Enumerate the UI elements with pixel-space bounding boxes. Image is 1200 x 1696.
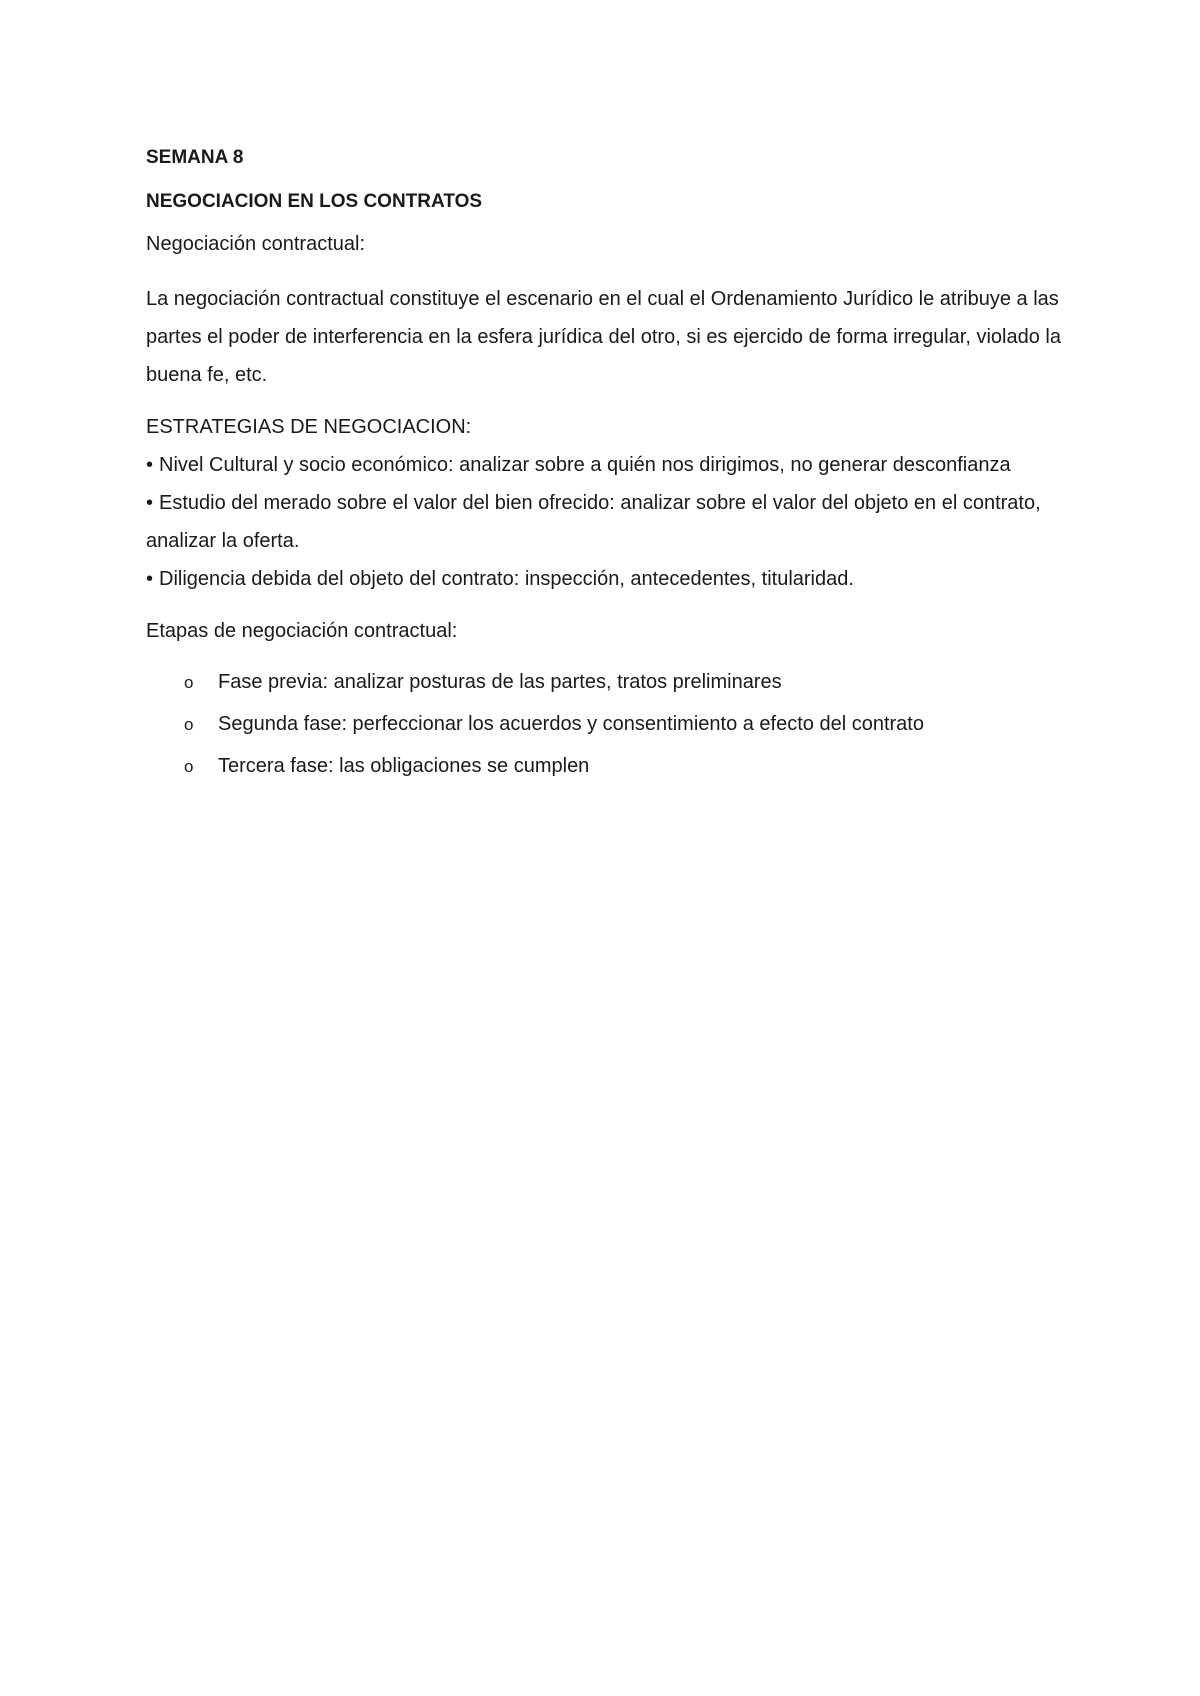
bullet-icon: • — [146, 492, 154, 514]
bullet-icon: • — [146, 454, 154, 476]
stages-list — [146, 662, 1066, 786]
circle-bullet-icon: o — [184, 673, 194, 692]
strategies-list — [146, 446, 1066, 598]
week-title: SEMANA 8 — [146, 147, 244, 168]
strategy-item — [146, 560, 1066, 598]
strategy-item-text: Nivel Cultural y socio económico: analizar sobre a quién nos dirigimos, no generar desconfianza — [159, 454, 1011, 476]
strategy-item-text: Diligencia debida del objeto del contrato: inspección, antecedentes, titularidad. — [159, 568, 854, 590]
section-subtitle: Negociación contractual: — [146, 233, 366, 255]
stage-item — [146, 746, 1066, 786]
stage-item — [146, 662, 1066, 702]
topic-title: NEGOCIACION EN LOS CONTRATOS — [146, 191, 483, 212]
circle-bullet-icon: o — [184, 715, 194, 734]
bullet-icon: • — [146, 568, 154, 590]
circle-bullet-icon: o — [184, 757, 194, 776]
document-content — [146, 144, 1066, 788]
strategy-item-text: Estudio del merado sobre el valor del bien ofrecido: analizar sobre el valor del objeto en el contrato, analizar la oferta. — [146, 492, 1041, 552]
stage-item-text: Segunda fase: perfeccionar los acuerdos y consentimiento a efecto del contrato — [218, 713, 924, 735]
stage-item-text: Tercera fase: las obligaciones se cumplen — [218, 755, 590, 777]
stages-title: Etapas de negociación contractual: — [146, 620, 458, 642]
stage-item-text: Fase previa: analizar posturas de las partes, tratos preliminares — [218, 671, 782, 693]
intro-paragraph: La negociación contractual constituye el escenario en el cual el Ordenamiento Jurídico le atribuye a las partes el poder de interferencia en la esfera jurídica del otro, si es ejercido de forma irregular, violado la buena fe, etc. — [146, 288, 1061, 386]
stage-item — [146, 704, 1066, 744]
strategy-item — [146, 484, 1066, 560]
strategy-item — [146, 446, 1066, 484]
strategies-title: ESTRATEGIAS DE NEGOCIACION: — [146, 416, 472, 438]
